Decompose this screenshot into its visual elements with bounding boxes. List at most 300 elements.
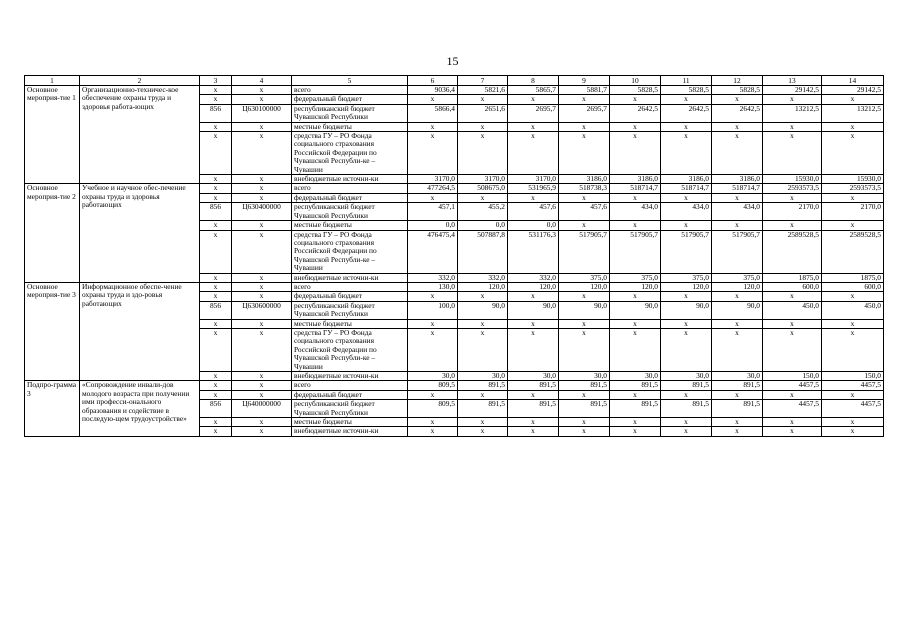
funding-source-cell: местные бюджеты xyxy=(292,122,408,131)
value-cell: x xyxy=(610,390,661,399)
value-cell: x xyxy=(610,193,661,202)
admin-code-cell: x xyxy=(200,418,232,427)
value-cell: 375,0 xyxy=(661,273,712,282)
admin-code-cell: x xyxy=(200,193,232,202)
value-cell: 891,5 xyxy=(508,400,559,418)
funding-source-cell: федеральный бюджет xyxy=(292,292,408,301)
admin-code-cell: x xyxy=(200,292,232,301)
funding-source-cell: республиканский бюджет Чувашской Республики xyxy=(292,400,408,418)
value-cell: 29142,5 xyxy=(822,86,884,95)
value-cell: 517905,7 xyxy=(661,230,712,273)
value-cell: x xyxy=(458,390,508,399)
value-cell: x xyxy=(559,292,610,301)
value-cell: 600,0 xyxy=(763,282,822,291)
admin-code-cell: x xyxy=(200,282,232,291)
value-cell: x xyxy=(610,95,661,104)
funding-source-cell: республиканский бюджет Чувашской Республики xyxy=(292,104,408,122)
value-cell: 5828,5 xyxy=(712,86,763,95)
program-name: Основное мероприя-тие 1 xyxy=(25,86,80,184)
value-cell: x xyxy=(610,122,661,131)
funding-source-cell: внебюджетные источни-ки xyxy=(292,372,408,381)
value-cell: 2695,7 xyxy=(508,104,559,122)
value-cell: x xyxy=(763,390,822,399)
value-cell: x xyxy=(763,132,822,175)
value-cell: 375,0 xyxy=(610,273,661,282)
admin-code-cell: x xyxy=(200,122,232,131)
value-cell: x xyxy=(458,319,508,328)
column-header-6: 6 xyxy=(408,76,458,86)
value-cell: x xyxy=(661,427,712,436)
value-cell: x xyxy=(458,292,508,301)
value-cell: x xyxy=(508,328,559,371)
value-cell: 2170,0 xyxy=(822,203,884,221)
value-cell: 2642,5 xyxy=(661,104,712,122)
value-cell: x xyxy=(763,221,822,230)
admin-code-cell: 856 xyxy=(200,400,232,418)
value-cell: 450,0 xyxy=(763,301,822,319)
budget-code-cell: x xyxy=(232,381,292,390)
value-cell: 891,5 xyxy=(661,381,712,390)
admin-code-cell: x xyxy=(200,230,232,273)
budget-code-cell: Ц630600000 xyxy=(232,301,292,319)
value-cell: x xyxy=(763,292,822,301)
funding-source-cell: внебюджетные источни-ки xyxy=(292,175,408,184)
value-cell: 120,0 xyxy=(610,282,661,291)
value-cell: x xyxy=(408,122,458,131)
value-cell: x xyxy=(559,132,610,175)
admin-code-cell: x xyxy=(200,175,232,184)
value-cell: 5821,6 xyxy=(458,86,508,95)
budget-code-cell: x xyxy=(232,230,292,273)
funding-source-cell: средства ГУ – РО Фонда социального страхования Российской Федерации по Чувашской Республи-ке – Чувашии xyxy=(292,230,408,273)
column-header-14: 14 xyxy=(822,76,884,86)
value-cell: x xyxy=(822,390,884,399)
column-header-4: 4 xyxy=(232,76,292,86)
value-cell: x xyxy=(508,193,559,202)
budget-code-cell: Ц630100000 xyxy=(232,104,292,122)
value-cell: x xyxy=(458,122,508,131)
table-row xyxy=(25,184,884,193)
admin-code-cell: x xyxy=(200,390,232,399)
value-cell: x xyxy=(559,427,610,436)
budget-table xyxy=(24,75,884,437)
program-name: Основное мероприя-тие 2 xyxy=(25,184,80,282)
value-cell: x xyxy=(712,418,763,427)
value-cell: x xyxy=(822,427,884,436)
column-header-9: 9 xyxy=(559,76,610,86)
value-cell: x xyxy=(458,328,508,371)
table-row xyxy=(25,86,884,95)
value-cell: 90,0 xyxy=(712,301,763,319)
column-header-5: 5 xyxy=(292,76,408,86)
funding-source-cell: внебюджетные источни-ки xyxy=(292,273,408,282)
value-cell: x xyxy=(763,95,822,104)
value-cell: x xyxy=(822,319,884,328)
budget-code-cell: x xyxy=(232,86,292,95)
budget-code-cell: x xyxy=(232,184,292,193)
value-cell: x xyxy=(712,319,763,328)
value-cell: 30,0 xyxy=(610,372,661,381)
value-cell: x xyxy=(661,418,712,427)
value-cell: 450,0 xyxy=(822,301,884,319)
table-row xyxy=(25,282,884,291)
program-description: «Сопровождение инвали-дов молодого возраста при получении ими професси-онального образования и содействие в последую-щем трудоустройстве» xyxy=(80,381,200,436)
value-cell: 130,0 xyxy=(408,282,458,291)
page-number: 15 xyxy=(446,54,459,68)
value-cell: x xyxy=(559,328,610,371)
budget-code-cell: x xyxy=(232,390,292,399)
funding-source-cell: внебюджетные источни-ки xyxy=(292,427,408,436)
column-header-1: 1 xyxy=(25,76,80,86)
value-cell: 120,0 xyxy=(458,282,508,291)
program-name: Основное мероприя-тие 3 xyxy=(25,282,80,380)
budget-code-cell: x xyxy=(232,132,292,175)
value-cell: 3170,0 xyxy=(408,175,458,184)
value-cell: 332,0 xyxy=(408,273,458,282)
value-cell: x xyxy=(408,319,458,328)
value-cell: 434,0 xyxy=(610,203,661,221)
value-cell: 2589528,5 xyxy=(763,230,822,273)
admin-code-cell: x xyxy=(200,319,232,328)
value-cell: 518714,7 xyxy=(610,184,661,193)
admin-code-cell: x xyxy=(200,273,232,282)
value-cell: x xyxy=(408,390,458,399)
budget-code-cell: x xyxy=(232,273,292,282)
value-cell: 2695,7 xyxy=(559,104,610,122)
value-cell: 150,0 xyxy=(822,372,884,381)
value-cell: 518714,7 xyxy=(661,184,712,193)
value-cell: x xyxy=(661,292,712,301)
value-cell: 3186,0 xyxy=(661,175,712,184)
column-header-10: 10 xyxy=(610,76,661,86)
program-description: Учебное и научное обес-печение охраны труда и здоровья работающих xyxy=(80,184,200,282)
value-cell: 517905,7 xyxy=(712,230,763,273)
value-cell: 2651,6 xyxy=(458,104,508,122)
value-cell: x xyxy=(712,221,763,230)
value-cell: 0,0 xyxy=(458,221,508,230)
budget-code-cell: x xyxy=(232,122,292,131)
value-cell: 600,0 xyxy=(822,282,884,291)
value-cell: x xyxy=(458,418,508,427)
value-cell: 15930,0 xyxy=(763,175,822,184)
value-cell: x xyxy=(763,122,822,131)
admin-code-cell: x xyxy=(200,221,232,230)
budget-code-cell: x xyxy=(232,95,292,104)
value-cell: x xyxy=(559,221,610,230)
funding-source-cell: всего xyxy=(292,282,408,291)
value-cell: 457,1 xyxy=(408,203,458,221)
column-header-3: 3 xyxy=(200,76,232,86)
value-cell: x xyxy=(559,95,610,104)
admin-code-cell: x xyxy=(200,86,232,95)
admin-code-cell: x xyxy=(200,95,232,104)
value-cell: 30,0 xyxy=(559,372,610,381)
value-cell: x xyxy=(822,193,884,202)
value-cell: 517905,7 xyxy=(610,230,661,273)
value-cell: x xyxy=(458,95,508,104)
value-cell: 434,0 xyxy=(661,203,712,221)
value-cell: 1875,0 xyxy=(763,273,822,282)
value-cell: x xyxy=(408,418,458,427)
value-cell: x xyxy=(712,132,763,175)
value-cell: 2170,0 xyxy=(763,203,822,221)
value-cell: x xyxy=(661,390,712,399)
value-cell: 5866,4 xyxy=(408,104,458,122)
value-cell: x xyxy=(822,122,884,131)
budget-code-cell: x xyxy=(232,193,292,202)
budget-code-cell: x xyxy=(232,418,292,427)
admin-code-cell: x xyxy=(200,381,232,390)
budget-code-cell: x xyxy=(232,328,292,371)
admin-code-cell: 856 xyxy=(200,301,232,319)
value-cell: x xyxy=(508,390,559,399)
value-cell: 13212,5 xyxy=(822,104,884,122)
column-header-11: 11 xyxy=(661,76,712,86)
value-cell: x xyxy=(822,328,884,371)
value-cell: x xyxy=(408,292,458,301)
value-cell: x xyxy=(408,328,458,371)
value-cell: x xyxy=(610,418,661,427)
funding-source-cell: всего xyxy=(292,86,408,95)
value-cell: x xyxy=(712,292,763,301)
value-cell: 507887,8 xyxy=(458,230,508,273)
value-cell: 0,0 xyxy=(508,221,559,230)
funding-source-cell: всего xyxy=(292,184,408,193)
value-cell: x xyxy=(661,328,712,371)
value-cell: x xyxy=(508,95,559,104)
value-cell: 809,5 xyxy=(408,381,458,390)
value-cell: x xyxy=(508,319,559,328)
value-cell: x xyxy=(822,221,884,230)
value-cell: x xyxy=(661,122,712,131)
admin-code-cell: x xyxy=(200,328,232,371)
value-cell: 5828,5 xyxy=(610,86,661,95)
value-cell: x xyxy=(763,418,822,427)
header-row xyxy=(25,76,884,86)
funding-source-cell: республиканский бюджет Чувашской Республики xyxy=(292,301,408,319)
value-cell: x xyxy=(763,193,822,202)
value-cell: 518714,7 xyxy=(712,184,763,193)
value-cell: 90,0 xyxy=(508,301,559,319)
value-cell: 29142,5 xyxy=(763,86,822,95)
funding-source-cell: местные бюджеты xyxy=(292,221,408,230)
value-cell: 150,0 xyxy=(763,372,822,381)
value-cell: 2642,5 xyxy=(712,104,763,122)
column-header-7: 7 xyxy=(458,76,508,86)
admin-code-cell: x xyxy=(200,372,232,381)
value-cell: 90,0 xyxy=(559,301,610,319)
value-cell: 531176,3 xyxy=(508,230,559,273)
funding-source-cell: республиканский бюджет Чувашской Республики xyxy=(292,203,408,221)
funding-source-cell: федеральный бюджет xyxy=(292,95,408,104)
value-cell: 5881,7 xyxy=(559,86,610,95)
budget-code-cell: x xyxy=(232,175,292,184)
value-cell: x xyxy=(712,193,763,202)
value-cell: x xyxy=(763,328,822,371)
value-cell: 477264,5 xyxy=(408,184,458,193)
value-cell: x xyxy=(661,95,712,104)
value-cell: x xyxy=(458,132,508,175)
value-cell: x xyxy=(458,193,508,202)
value-cell: 3170,0 xyxy=(458,175,508,184)
value-cell: 100,0 xyxy=(408,301,458,319)
admin-code-cell: 856 xyxy=(200,203,232,221)
value-cell: x xyxy=(508,418,559,427)
value-cell: x xyxy=(822,292,884,301)
value-cell: 375,0 xyxy=(712,273,763,282)
value-cell: x xyxy=(822,95,884,104)
value-cell: 9036,4 xyxy=(408,86,458,95)
value-cell: x xyxy=(408,193,458,202)
budget-code-cell: x xyxy=(232,221,292,230)
value-cell: 30,0 xyxy=(508,372,559,381)
budget-code-cell: x xyxy=(232,372,292,381)
value-cell: 4457,5 xyxy=(763,381,822,390)
value-cell: 4457,5 xyxy=(763,400,822,418)
value-cell: 517905,7 xyxy=(559,230,610,273)
value-cell: 120,0 xyxy=(661,282,712,291)
value-cell: 457,6 xyxy=(559,203,610,221)
budget-code-cell: x xyxy=(232,292,292,301)
value-cell: x xyxy=(610,292,661,301)
column-header-12: 12 xyxy=(712,76,763,86)
value-cell: x xyxy=(559,390,610,399)
funding-source-cell: средства ГУ – РО Фонда социального страхования Российской Федерации по Чувашской Республи-ке – Чувашии xyxy=(292,132,408,175)
value-cell: 518738,3 xyxy=(559,184,610,193)
value-cell: x xyxy=(610,221,661,230)
value-cell: 508675,0 xyxy=(458,184,508,193)
funding-source-cell: федеральный бюджет xyxy=(292,390,408,399)
value-cell: x xyxy=(712,95,763,104)
value-cell: 476475,4 xyxy=(408,230,458,273)
value-cell: 891,5 xyxy=(712,381,763,390)
value-cell: 5865,7 xyxy=(508,86,559,95)
value-cell: 30,0 xyxy=(408,372,458,381)
budget-code-cell: Ц640000000 xyxy=(232,400,292,418)
value-cell: x xyxy=(559,418,610,427)
value-cell: 13212,5 xyxy=(763,104,822,122)
value-cell: x xyxy=(661,132,712,175)
value-cell: x xyxy=(508,132,559,175)
value-cell: 332,0 xyxy=(508,273,559,282)
value-cell: 90,0 xyxy=(661,301,712,319)
value-cell: x xyxy=(661,221,712,230)
value-cell: x xyxy=(822,132,884,175)
value-cell: 891,5 xyxy=(559,381,610,390)
value-cell: 120,0 xyxy=(508,282,559,291)
value-cell: 0,0 xyxy=(408,221,458,230)
value-cell: 2589528,5 xyxy=(822,230,884,273)
value-cell: x xyxy=(712,328,763,371)
value-cell: x xyxy=(508,122,559,131)
admin-code-cell: x xyxy=(200,427,232,436)
funding-source-cell: местные бюджеты xyxy=(292,319,408,328)
value-cell: x xyxy=(508,292,559,301)
value-cell: 434,0 xyxy=(712,203,763,221)
value-cell: 891,5 xyxy=(610,381,661,390)
budget-code-cell: Ц630400000 xyxy=(232,203,292,221)
column-header-8: 8 xyxy=(508,76,559,86)
program-name: Подпро-грамма 3 xyxy=(25,381,80,436)
value-cell: 90,0 xyxy=(458,301,508,319)
column-header-13: 13 xyxy=(763,76,822,86)
value-cell: 1875,0 xyxy=(822,273,884,282)
value-cell: 15930,0 xyxy=(822,175,884,184)
value-cell: 90,0 xyxy=(610,301,661,319)
value-cell: 3186,0 xyxy=(559,175,610,184)
value-cell: x xyxy=(408,95,458,104)
value-cell: x xyxy=(610,319,661,328)
value-cell: x xyxy=(712,122,763,131)
budget-code-cell: x xyxy=(232,427,292,436)
table-body xyxy=(25,86,884,437)
value-cell: 891,5 xyxy=(508,381,559,390)
value-cell: 120,0 xyxy=(559,282,610,291)
value-cell: 891,5 xyxy=(458,400,508,418)
value-cell: 2593573,5 xyxy=(822,184,884,193)
value-cell: 891,5 xyxy=(661,400,712,418)
funding-source-cell: всего xyxy=(292,381,408,390)
value-cell: 531965,9 xyxy=(508,184,559,193)
value-cell: x xyxy=(458,427,508,436)
value-cell: x xyxy=(763,427,822,436)
value-cell: x xyxy=(408,427,458,436)
value-cell: 30,0 xyxy=(458,372,508,381)
column-header-2: 2 xyxy=(80,76,200,86)
value-cell: x xyxy=(559,319,610,328)
budget-code-cell: x xyxy=(232,282,292,291)
value-cell: 375,0 xyxy=(559,273,610,282)
value-cell: 2642,5 xyxy=(610,104,661,122)
funding-source-cell: федеральный бюджет xyxy=(292,193,408,202)
value-cell: x xyxy=(822,418,884,427)
value-cell: 891,5 xyxy=(458,381,508,390)
table-row xyxy=(25,381,884,390)
value-cell: x xyxy=(610,328,661,371)
value-cell: 891,5 xyxy=(559,400,610,418)
admin-code-cell: x xyxy=(200,184,232,193)
value-cell: 3170,0 xyxy=(508,175,559,184)
value-cell: 332,0 xyxy=(458,273,508,282)
program-description: Информационное обеспе-чение охраны труда и здо-ровья работающих xyxy=(80,282,200,380)
value-cell: x xyxy=(559,193,610,202)
admin-code-cell: 856 xyxy=(200,104,232,122)
value-cell: x xyxy=(610,132,661,175)
funding-source-cell: местные бюджеты xyxy=(292,418,408,427)
value-cell: 4457,5 xyxy=(822,381,884,390)
value-cell: x xyxy=(661,319,712,328)
value-cell: x xyxy=(610,427,661,436)
value-cell: 2593573,5 xyxy=(763,184,822,193)
value-cell: x xyxy=(763,319,822,328)
value-cell: 457,6 xyxy=(508,203,559,221)
value-cell: x xyxy=(712,427,763,436)
value-cell: 30,0 xyxy=(712,372,763,381)
admin-code-cell: x xyxy=(200,132,232,175)
value-cell: 3186,0 xyxy=(610,175,661,184)
value-cell: 455,2 xyxy=(458,203,508,221)
budget-code-cell: x xyxy=(232,319,292,328)
value-cell: 891,5 xyxy=(610,400,661,418)
value-cell: 30,0 xyxy=(661,372,712,381)
value-cell: 891,5 xyxy=(712,400,763,418)
value-cell: 3186,0 xyxy=(712,175,763,184)
value-cell: x xyxy=(712,390,763,399)
value-cell: x xyxy=(508,427,559,436)
value-cell: x xyxy=(661,193,712,202)
program-description: Организационно-техничес-кое обеспечение охраны труда и здоровья работа-ющих xyxy=(80,86,200,184)
value-cell: 809,5 xyxy=(408,400,458,418)
